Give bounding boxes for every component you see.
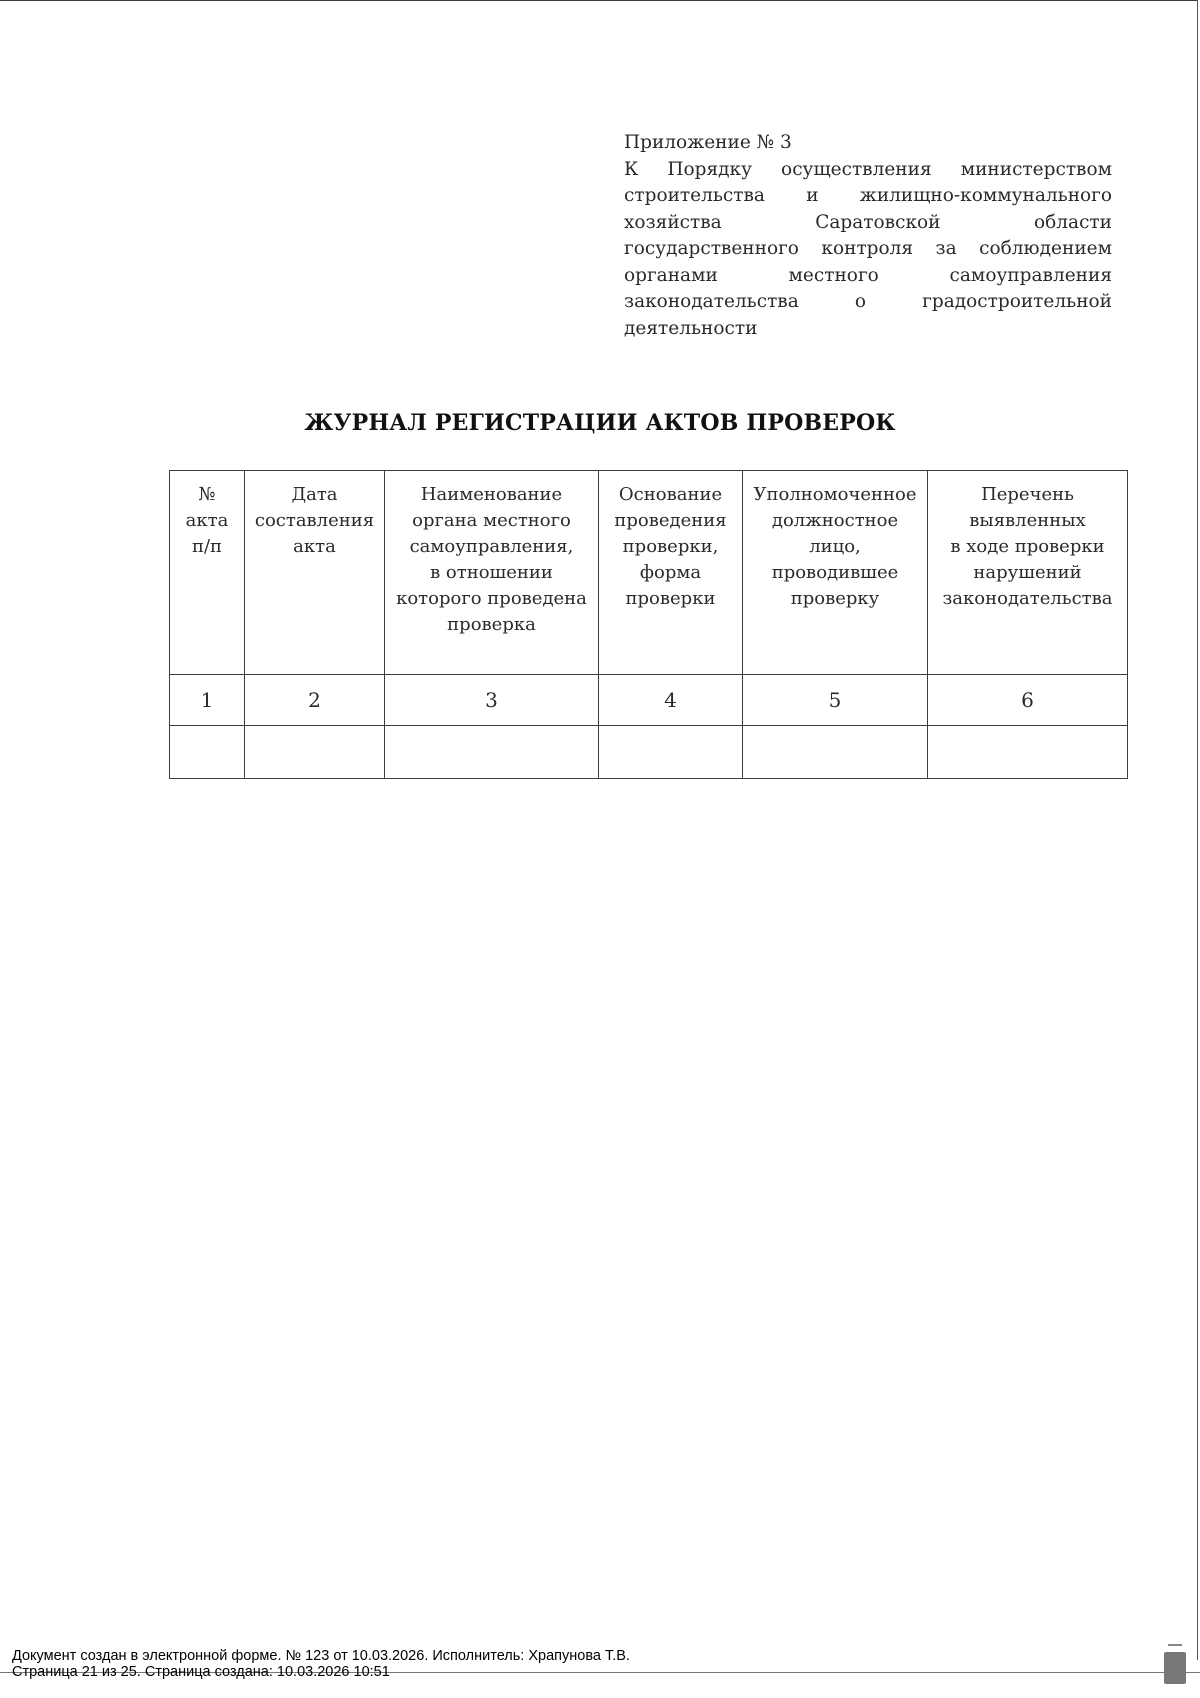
header-inspection-basis: Основание проведения проверки, форма проверки [599,471,743,675]
table-header-row [170,471,1128,675]
header-authority-name: Наименование органа местного самоуправления, в отношении которого проведена проверка [385,471,599,675]
appendix-text: К Порядку осуществления министерством строительства и жилищно-коммунального хозяйства Саратовской области государственного контроля за соблюдением органами местного самоуправления законодательства о градостроительной деятельности [624,158,1112,339]
table-cell [743,726,928,779]
table-cell [928,726,1128,779]
footer-line-document: Документ создан в электронной форме. № 123 от 10.03.2026. Исполнитель: Храпунова Т.В. [12,1648,630,1664]
column-number: 3 [385,675,599,726]
column-number: 2 [245,675,385,726]
footer-line-page: Страница 21 из 25. Страница создана: 10.03.2026 10:51 [12,1664,390,1680]
scan-border-top [0,0,1198,1]
table-row [170,726,1128,779]
page-title: ЖУРНАЛ РЕГИСТРАЦИИ АКТОВ ПРОВЕРОК [304,410,896,436]
table-column-number-row [170,675,1128,726]
table-cell [170,726,245,779]
stamp-icon [1164,1652,1186,1684]
column-number: 5 [743,675,928,726]
appendix-number: Приложение № 3 [624,132,792,153]
column-number: 1 [170,675,245,726]
column-number: 4 [599,675,743,726]
table-cell [385,726,599,779]
column-number: 6 [928,675,1128,726]
table-cell [245,726,385,779]
appendix-block [624,130,1112,342]
scan-border-right [1197,0,1198,1660]
table-cell [599,726,743,779]
header-official: Уполномоченное должностное лицо, проводившее проверку [743,471,928,675]
header-violations: Перечень выявленных в ходе проверки нарушений законодательства [928,471,1128,675]
header-act-number: № акта п/п [170,471,245,675]
document-footer [12,1648,630,1680]
journal-table [169,470,1128,779]
header-act-date: Дата составления акта [245,471,385,675]
